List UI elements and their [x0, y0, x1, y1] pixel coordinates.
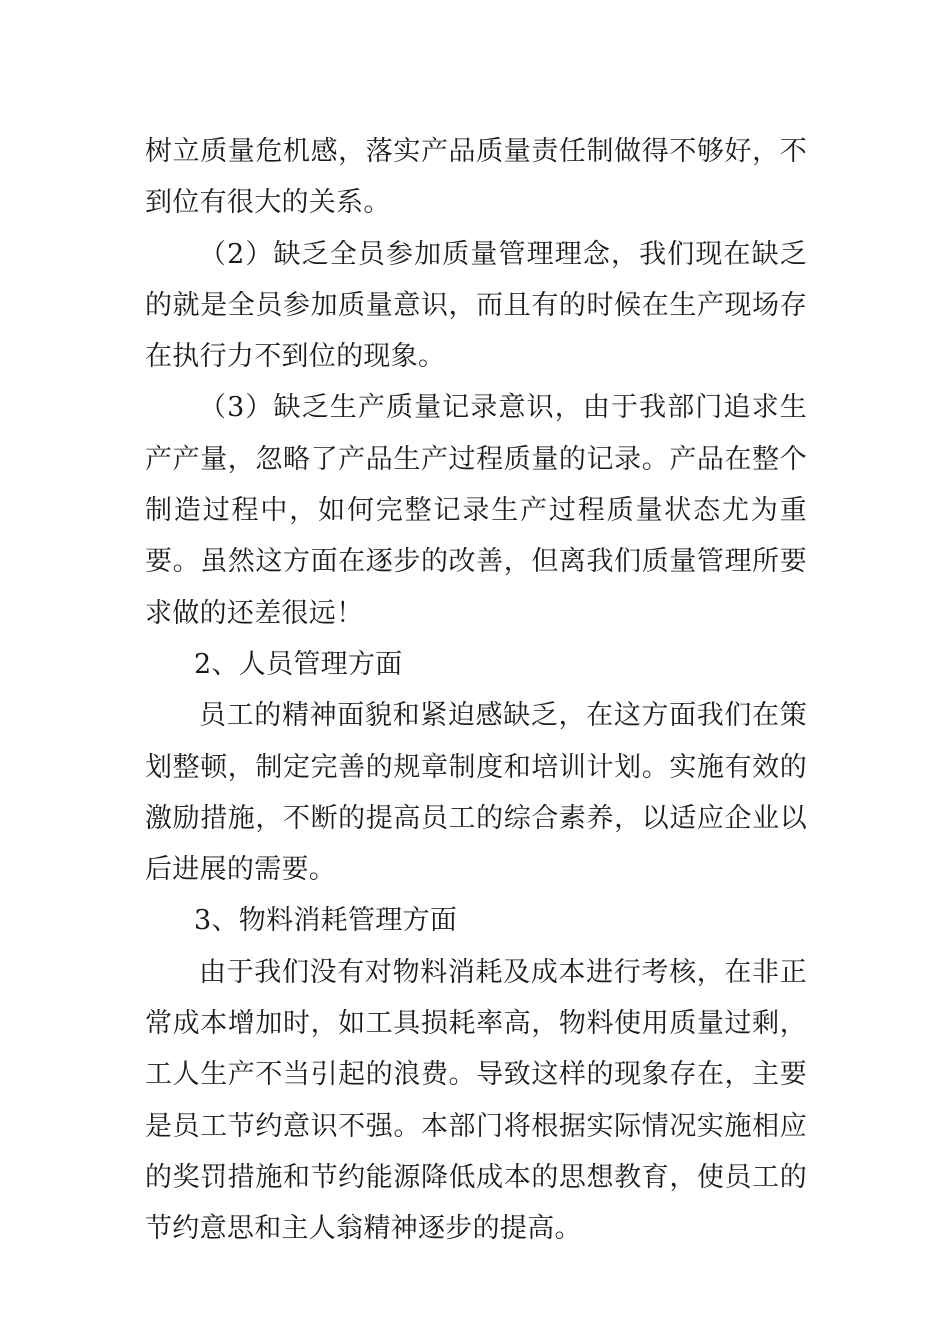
paragraph-quality-item-2: （2）缺乏全员参加质量管理理念，我们现在缺乏的就是全员参加质量意识，而且有的时候在生产现场存在执行力不到位的现象。 [145, 238, 807, 373]
paragraph-quality-responsibility-continued: 树立质量危机感，落实产品质量责任制做得不够好，不到位有很大的关系。 [145, 136, 807, 219]
section-heading-materials: 3、物料消耗管理方面 [194, 905, 458, 937]
document-body [145, 126, 807, 1255]
paragraph-quality-item-3: （3）缺乏生产质量记录意识，由于我部门追求生产产量，忽略了产品生产过程质量的记录。产品在整个制造过程中，如何完整记录生产过程质量状态尤为重要。虽然这方面在逐步的改善，但离我们质量管理所要求做的还差很远！ [145, 392, 807, 629]
paragraph-materials: 由于我们没有对物料消耗及成本进行考核，在非正常成本增加时，如工具损耗率高，物料使用质量过剩，工人生产不当引起的浪费。导致这样的现象存在，主要是员工节约意识不强。本部门将根据实际情况实施相应的奖罚措施和节约能源降低成本的思想教育，使员工的节约意思和主人翁精神逐步的提高。 [145, 956, 807, 1245]
paragraph-personnel: 员工的精神面貌和紧迫感缺乏，在这方面我们在策划整顿，制定完善的规章制度和培训计划。实施有效的激励措施，不断的提高员工的综合素养，以适应企业以后进展的需要。 [145, 700, 807, 886]
section-heading-personnel: 2、人员管理方面 [194, 648, 403, 680]
